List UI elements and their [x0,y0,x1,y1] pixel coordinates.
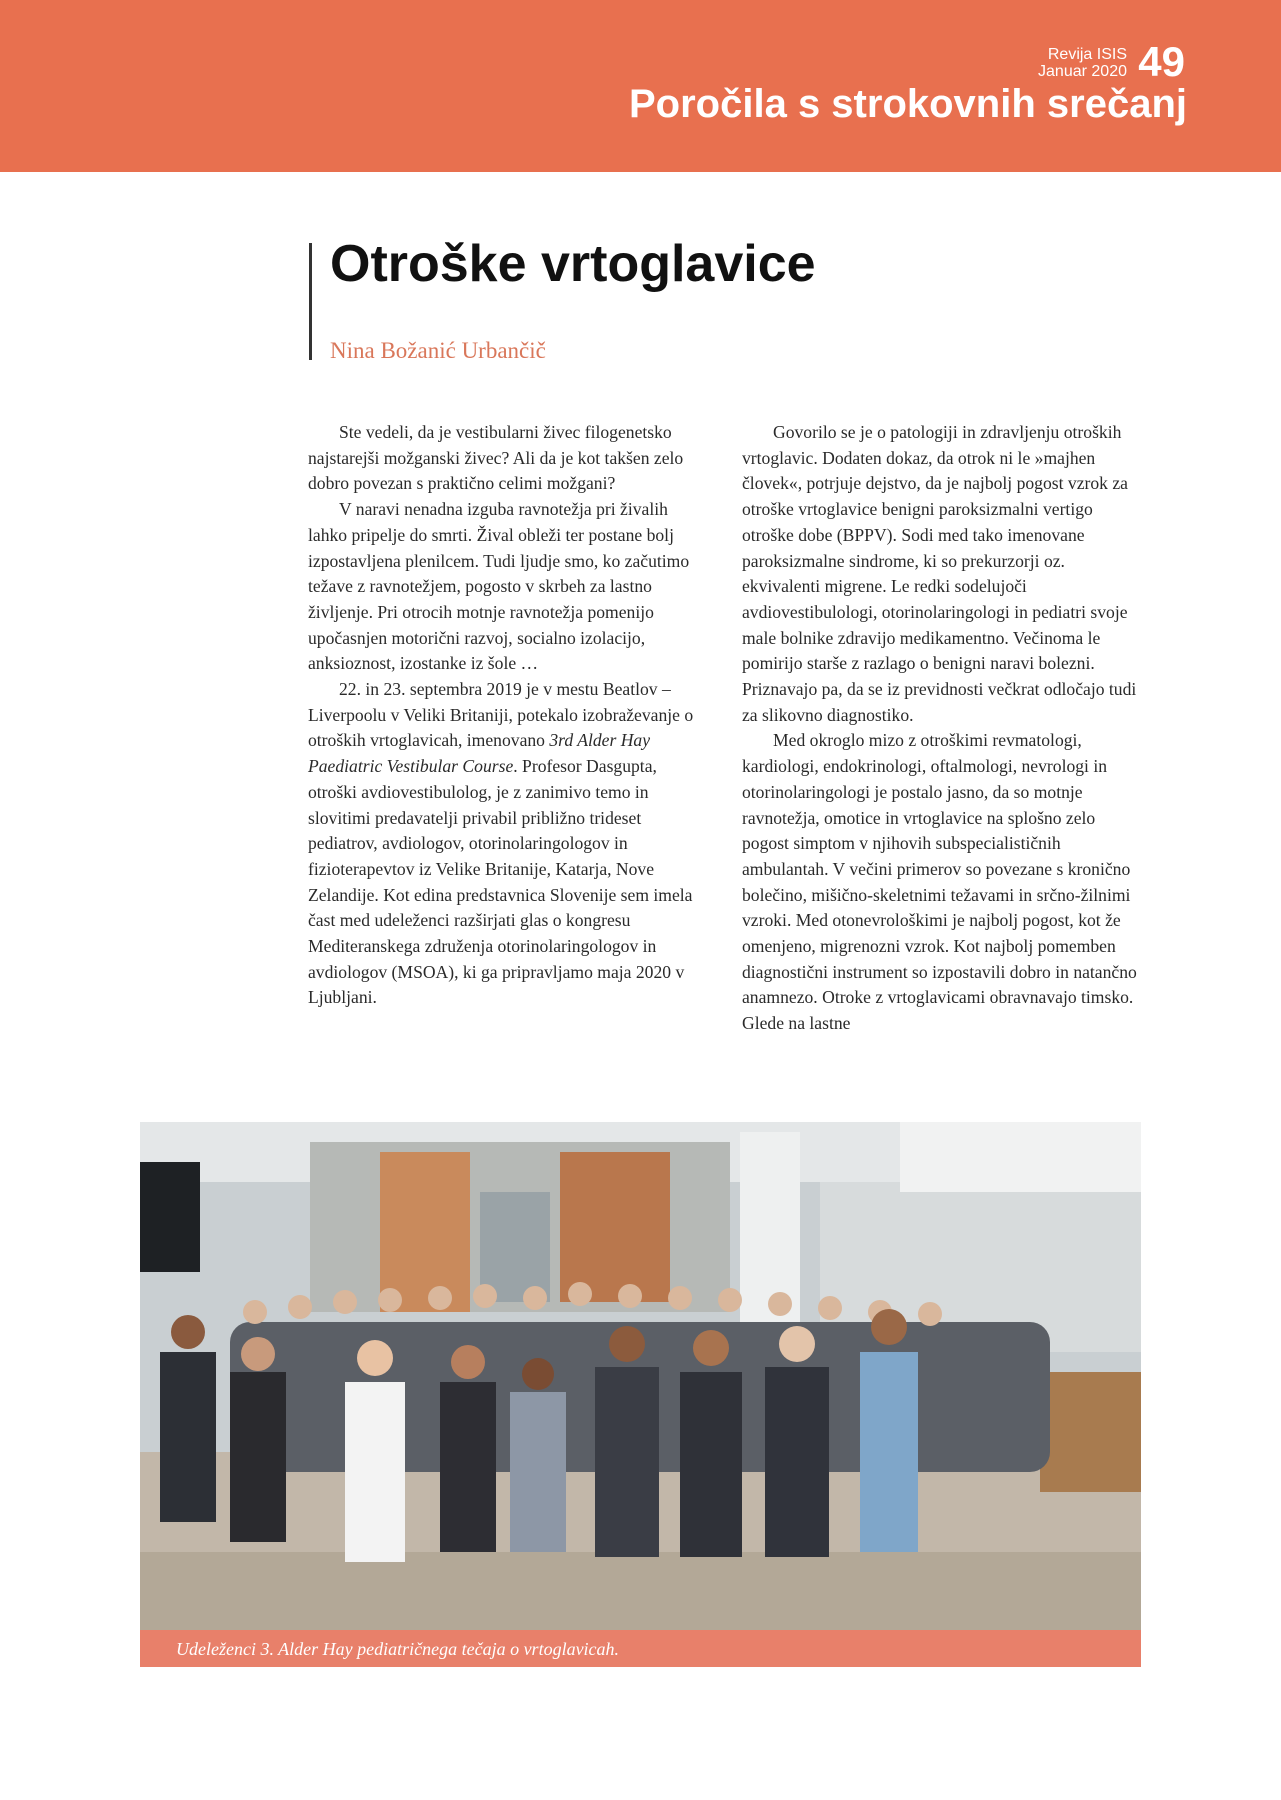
group-photo [140,1122,1141,1630]
photo-caption: Udeleženci 3. Alder Hay pediatričnega tečaja o vrtoglavicah. [176,1639,620,1659]
paragraph-3-after: . Profesor Dasgupta, otroški avdiovestibulolog, je z zanimivo temo in slovitimi predavatelji privabil približno trideset pediatrov, avdiologov, otorinolaringologov in fizioterapevtov iz Velike Britanije, Katarja, Nove Zelandije. Kot edina predstavnica Slovenije sem imela čast med udeleženci razširjati glas o kongresu Mediteranskega združenja otorinolaringologov in avdiologov (MSOA), ki ga pripravljamo maja 2020 v Ljubljani. [308,756,693,1008]
page-number: 49 [1138,38,1185,85]
course-name: 3rd Alder Hay Paediatric Vestibular Course [308,730,651,777]
paragraph-5: Med okroglo mizo z otroškimi revmatologi, kardiologi, endokrinologi, oftalmologi, nevrologi in otorinolaringologi je postalo jasno, da so motnje ravnotežja, omotice in vrtoglavice na splošno zelo pogost simptom v njihovih subspecialističnih ambulantah. V večini primerov so povezane s kronično bolečino, mišično-skeletnimi težavami in srčno-žilnimi vzroki. Med otonevrološkimi je najbolj pogost, kot že omenjeno, migrenozni vzrok. Kot najbolj pomemben diagnostični instrument so izpostavili dobro in natančno anamnezo. Otroke z vrtoglavicami obravnavajo timsko. Glede na lastne [742,730,1137,1034]
paragraph-3 [308,677,705,1011]
journal-info [1038,46,1127,80]
paragraph-1: Ste vedeli, da je vestibularni živec filogenetsko najstarejši možganski živec? Ali da je kot takšen zelo dobro povezan s praktično celimi možgani? [308,422,684,494]
article-author: Nina Božanić Urbančič [330,338,546,363]
title-rule [309,243,312,360]
article-title: Otroške vrtoglavice [330,235,816,293]
left-column [308,420,705,1011]
page-header [0,0,1281,172]
paragraph-3-before: 22. in 23. septembra 2019 je v mestu Beatlov – Liverpoolu v Veliki Britaniji, potekalo izobraževanje o otroških vrtoglavicah, imenovano [308,679,694,751]
journal-issue: Januar 2020 [1038,63,1127,80]
right-column [742,420,1139,1037]
paragraph-2: V naravi nenadna izguba ravnotežja pri živalih lahko pripelje do smrti. Žival obleži ter postane bolj izpostavljena plenilcem. Tudi ljudje smo, ko začutimo težave z ravnotežjem, pogosto v skrbeh za lastno življenje. Pri otrocih motnje ravnotežja pomenijo upočasnjen motorični razvoj, socialno izolacijo, anksioznost, izostanke iz šole … [308,499,690,674]
paragraph-4: Govorilo se je o patologiji in zdravljenju otroških vrtoglavic. Dodaten dokaz, da otrok ni le »majhen človek«, potrjuje dejstvo, da je najbolj pogost vzrok za otroške vrtoglavice benigni paroksizmalni vertigo otroške dobe (BPPV). Sodi med tako imenovane paroksizmalne sindrome, ki so prekurzorji oz. ekvivalenti migrene. Le redki sodelujoči avdiovestibulologi, otorinolaringologi in pediatri svoje male bolnike zdravijo medikamentno. Večinoma le pomirijo starše z razlago o benigni naravi bolezni. Priznavajo pa, da se iz previdnosti večkrat odločajo tudi za slikovno diagnostiko. [742,422,1137,725]
group-photo-illustration [140,1122,1141,1630]
section-title: Poročila s strokovnih srečanj [629,82,1187,126]
journal-name: Revija ISIS [1047,46,1127,63]
